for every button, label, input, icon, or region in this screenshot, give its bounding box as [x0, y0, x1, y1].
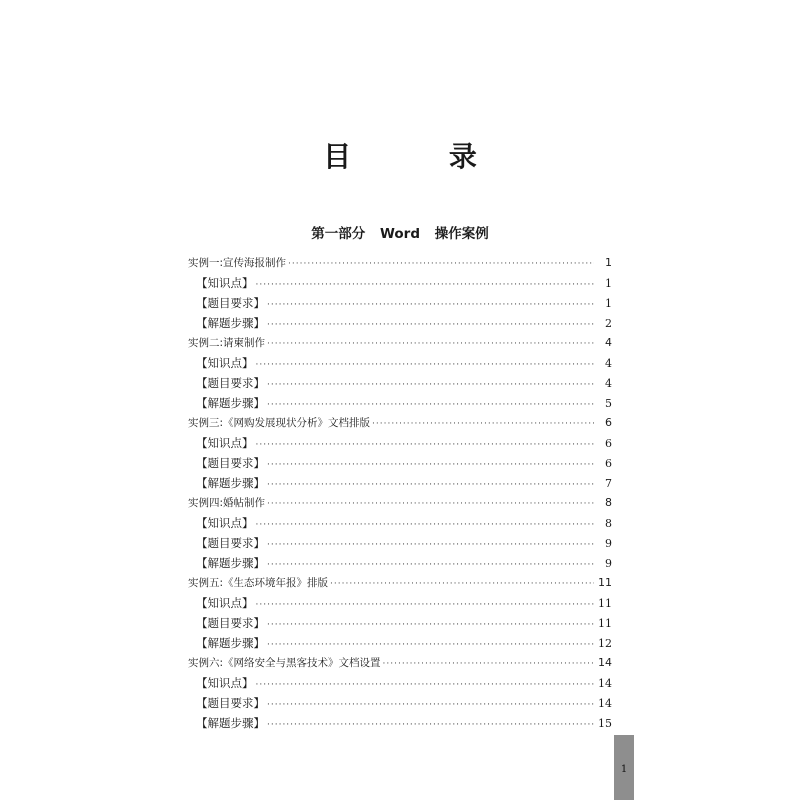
toc-chapter-entry [188, 653, 612, 673]
toc-entry-page: 15 [598, 717, 612, 730]
toc-dot-leader [330, 574, 594, 594]
toc-sub-entry [188, 593, 612, 613]
toc-entry-label: 【解题步骤】 [196, 396, 265, 410]
toc-dot-leader [267, 375, 594, 395]
toc-dot-leader [267, 635, 594, 655]
toc-dot-leader [383, 654, 594, 674]
toc-entry-label: 【知识点】 [196, 276, 254, 290]
toc-entry-label: 【知识点】 [196, 676, 254, 690]
toc-entry-label: 【知识点】 [196, 356, 254, 370]
toc-entry-page: 9 [605, 537, 612, 550]
toc-sub-entry [188, 453, 612, 473]
toc-entry-page: 14 [598, 677, 612, 690]
toc-dot-leader [256, 595, 595, 615]
toc-chapter-entry [188, 333, 612, 353]
toc-entry-label: 实例一:宣传海报制作 [188, 257, 287, 269]
toc-entry-page: 12 [598, 637, 612, 650]
page-title: 目 录 [323, 140, 521, 173]
toc-sub-entry [188, 633, 612, 653]
toc-entry-page: 1 [605, 256, 612, 269]
table-of-contents [188, 253, 612, 733]
toc-entry-page: 11 [598, 617, 612, 630]
toc-entry-label: 【题目要求】 [196, 456, 265, 470]
toc-dot-leader [288, 254, 594, 274]
toc-entry-label: 【知识点】 [196, 436, 254, 450]
toc-sub-entry [188, 293, 612, 313]
toc-entry-label: 实例二:请柬制作 [188, 337, 266, 349]
toc-dot-leader [256, 515, 595, 535]
toc-dot-leader [267, 695, 594, 715]
toc-entry-page: 1 [605, 297, 612, 310]
toc-dot-leader [256, 275, 595, 295]
toc-sub-entry [188, 613, 612, 633]
toc-sub-entry [188, 373, 612, 393]
toc-entry-label: 实例四:婚帖制作 [188, 497, 266, 509]
toc-entry-label: 【知识点】 [196, 596, 254, 610]
toc-entry-page: 14 [598, 697, 612, 710]
toc-sub-entry [188, 353, 612, 373]
toc-entry-label: 【题目要求】 [196, 376, 265, 390]
toc-dot-leader [267, 395, 594, 415]
toc-entry-page: 4 [605, 377, 612, 390]
toc-dot-leader [372, 414, 594, 434]
toc-entry-page: 8 [605, 517, 612, 530]
toc-entry-label: 【题目要求】 [196, 296, 265, 310]
page-number: 1 [620, 764, 628, 775]
toc-dot-leader [267, 475, 594, 495]
toc-chapter-entry [188, 253, 612, 273]
toc-entry-page: 6 [605, 416, 612, 429]
toc-entry-label: 【解题步骤】 [196, 636, 265, 650]
toc-entry-page: 1 [605, 277, 612, 290]
toc-sub-entry [188, 693, 612, 713]
toc-sub-entry [188, 273, 612, 293]
toc-dot-leader [267, 315, 594, 335]
toc-dot-leader [256, 435, 595, 455]
toc-sub-entry [188, 553, 612, 573]
toc-entry-page: 4 [605, 336, 612, 349]
toc-sub-entry [188, 533, 612, 553]
toc-entry-label: 【解题步骤】 [196, 716, 265, 730]
toc-sub-entry [188, 673, 612, 693]
toc-dot-leader [267, 715, 594, 735]
toc-entry-label: 【题目要求】 [196, 536, 265, 550]
toc-dot-leader [267, 295, 594, 315]
toc-entry-label: 【解题步骤】 [196, 556, 265, 570]
toc-sub-entry [188, 513, 612, 533]
toc-dot-leader [267, 455, 594, 475]
toc-entry-label: 【知识点】 [196, 516, 254, 530]
toc-dot-leader [267, 494, 594, 514]
toc-chapter-entry [188, 413, 612, 433]
toc-dot-leader [267, 555, 594, 575]
toc-chapter-entry [188, 573, 612, 593]
toc-entry-page: 14 [598, 656, 612, 669]
toc-dot-leader [267, 334, 594, 354]
part-title: 第一部分 Word 操作案例 [311, 226, 489, 242]
toc-entry-page: 9 [605, 557, 612, 570]
toc-sub-entry [188, 473, 612, 493]
toc-chapter-entry [188, 493, 612, 513]
toc-sub-entry [188, 393, 612, 413]
toc-sub-entry [188, 313, 612, 333]
toc-sub-entry [188, 433, 612, 453]
toc-dot-leader [256, 675, 595, 695]
toc-entry-label: 实例五:《生态环境年报》排版 [188, 577, 329, 589]
toc-entry-page: 4 [605, 357, 612, 370]
toc-dot-leader [256, 355, 595, 375]
toc-dot-leader [267, 615, 594, 635]
toc-entry-page: 5 [605, 397, 612, 410]
toc-entry-label: 实例三:《网购发展现状分析》文档排版 [188, 417, 371, 429]
toc-entry-page: 2 [605, 317, 612, 330]
toc-entry-page: 11 [598, 597, 612, 610]
toc-entry-page: 6 [605, 457, 612, 470]
toc-entry-page: 6 [605, 437, 612, 450]
toc-entry-label: 【题目要求】 [196, 696, 265, 710]
toc-entry-label: 【解题步骤】 [196, 316, 265, 330]
toc-entry-label: 实例六:《网络安全与黑客技术》文档设置 [188, 657, 381, 669]
toc-entry-page: 11 [598, 576, 612, 589]
toc-dot-leader [267, 535, 594, 555]
toc-entry-label: 【解题步骤】 [196, 476, 265, 490]
toc-entry-page: 7 [605, 477, 612, 490]
toc-entry-page: 8 [605, 496, 612, 509]
toc-entry-label: 【题目要求】 [196, 616, 265, 630]
toc-sub-entry [188, 713, 612, 733]
